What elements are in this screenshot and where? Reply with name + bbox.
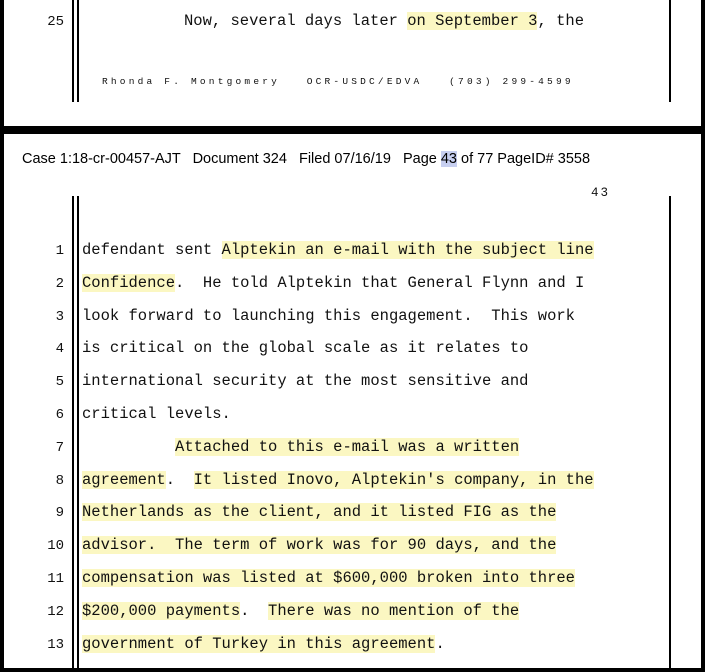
line-text: .	[240, 601, 269, 620]
transcript-line	[82, 635, 445, 653]
transcript-line	[82, 274, 584, 292]
highlighted-text: agreement	[82, 470, 166, 489]
page-number: 43	[591, 186, 611, 200]
line-text: .	[435, 634, 445, 653]
transcript-line	[82, 339, 528, 357]
line-text: is critical on the global scale as it relates to	[82, 339, 529, 358]
line-text	[82, 438, 175, 456]
highlighted-text: compensation was listed at $600,000 broken into three	[82, 569, 575, 587]
margin-rule-left-2	[77, 196, 79, 668]
highlighted-text: It listed Inovo, Alptekin's company, in the	[193, 470, 594, 489]
highlighted-text: Netherlands as the client, and it listed FIG as the	[82, 503, 557, 522]
line-number: 25	[47, 14, 64, 30]
highlighted-text: advisor. The term of work was for 90 days, and the	[82, 536, 557, 555]
transcript-line	[184, 12, 584, 30]
line-number: 4	[55, 341, 64, 358]
line-number: 11	[47, 571, 64, 587]
highlighted-text: Alptekin an e-mail with the subject line	[221, 241, 594, 259]
transcript-line	[82, 307, 575, 325]
transcript-line	[82, 503, 556, 521]
line-text: .	[165, 470, 194, 489]
transcript-page	[4, 134, 701, 668]
transcript-line	[82, 438, 519, 456]
transcript-line	[82, 536, 556, 554]
line-number: 1	[55, 243, 64, 259]
previous-page-fragment	[4, 0, 701, 126]
highlighted-text: on September 3	[407, 12, 538, 30]
transcript-line	[82, 405, 231, 423]
margin-rule-right	[669, 196, 671, 668]
line-text: critical levels.	[82, 405, 231, 423]
transcript-line	[82, 471, 594, 489]
case-header	[22, 151, 590, 167]
line-number: 10	[47, 538, 64, 555]
highlighted-text: There was no mention of the	[268, 601, 520, 620]
line-number: 3	[55, 308, 64, 325]
line-text: international security at the most sensitive and	[82, 372, 529, 391]
transcript-line	[82, 241, 594, 259]
transcript-line	[82, 372, 528, 390]
line-text: Now, several days later	[184, 12, 408, 30]
highlighted-text: $200,000 payments	[82, 601, 241, 620]
case-header-prefix: Case 1:18-cr-00457-AJT Document 324 Filed 07/16/19 Page	[22, 151, 441, 167]
line-number: 8	[55, 472, 64, 489]
line-number: 9	[55, 505, 64, 522]
line-number: 2	[55, 275, 64, 292]
line-number: 6	[55, 407, 64, 423]
margin-rule-left-1	[72, 196, 74, 668]
page-number-selected: 43	[440, 151, 457, 167]
line-text: look forward to launching this engagement. This work	[82, 306, 575, 325]
margin-rule-right	[669, 0, 671, 102]
highlighted-text: Confidence	[82, 273, 176, 292]
transcript-line	[82, 602, 519, 620]
line-text: . He told Alptekin that General Flynn and I	[175, 273, 585, 292]
line-text: , the	[537, 12, 584, 30]
line-text: defendant sent	[82, 241, 222, 259]
transcript-line	[82, 569, 575, 587]
highlighted-text: government of Turkey in this agreement	[82, 634, 436, 653]
case-header-suffix: of 77 PageID# 3558	[457, 151, 591, 167]
line-number: 12	[47, 603, 64, 620]
margin-rule-left-1	[72, 0, 74, 102]
line-number: 13	[47, 636, 64, 653]
highlighted-text: Attached to this e-mail was a written	[175, 437, 520, 456]
court-reporter-footer: Rhonda F. Montgomery OCR-USDC/EDVA (703) 299-4599	[102, 76, 574, 87]
margin-rule-left-2	[77, 0, 79, 102]
line-number: 7	[55, 439, 64, 456]
line-number: 5	[55, 374, 64, 391]
